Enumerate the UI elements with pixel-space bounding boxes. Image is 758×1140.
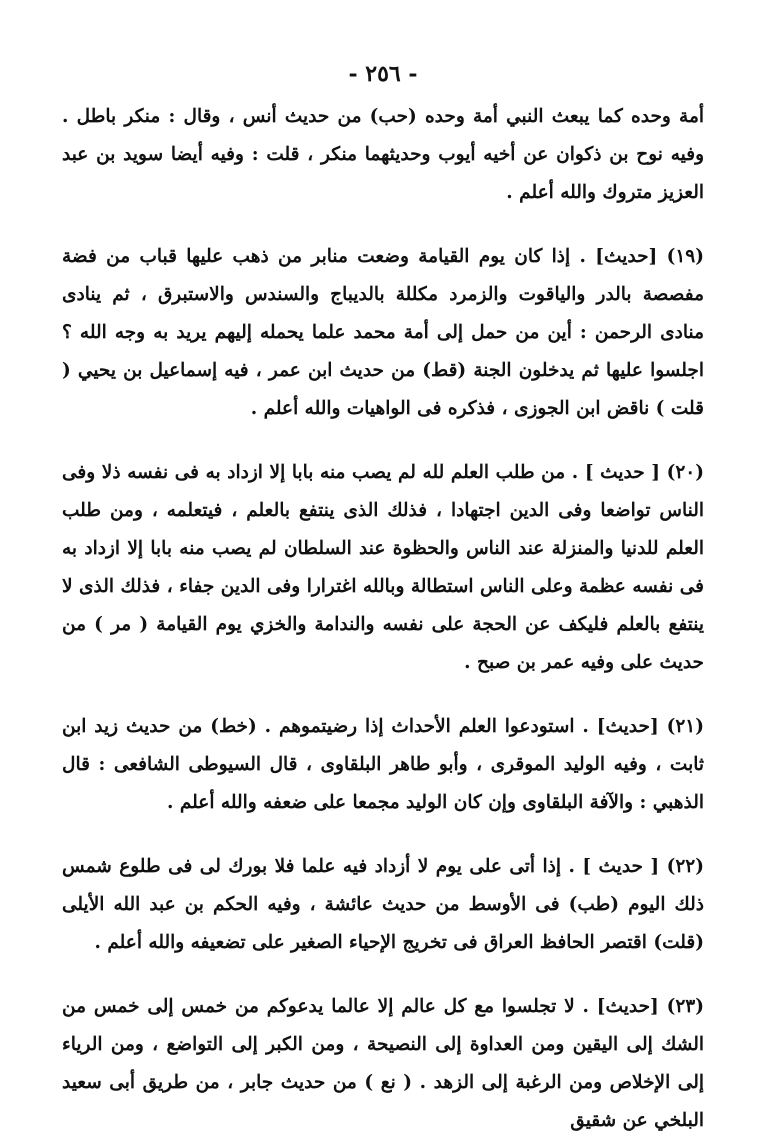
hadith-entry-21: (٢١) [حديث] . استودعوا العلم الأحداث إذا رضيتموهم . (خط) من حديث زيد ابن ثابت ، وفيه الوليد الموقرى ، وأبو طاهر البلقاوى ، قال السيوطى الشافعى : قال الذهبي : والآفة البلقاوى وإن كان الوليد مجمعا على ضعفه والله أعلم . xyxy=(62,716,704,813)
paragraph-intro: أمة وحده كما يبعث النبي أمة وحده (حب) من حديث أنس ، وقال : منكر باطل . وفيه نوح بن ذكوان عن أخيه أيوب وحديثهما منكر ، قلت : وفيه أيضا سويد بن عبد العزيز متروك والله أعلم . xyxy=(62,106,704,203)
hadith-entry-19: (١٩) [حديث] . إذا كان يوم القيامة وضعت منابر من ذهب عليها قباب من فضة مفصصة بالدر والياقوت والزمرد مكللة بالديباج والسندس والاستبرق ، ثم ينادى منادى الرحمن : أين من حمل إلى أمة محمد علما يحمله إليهم يريد به وجه الله ؟ اجلسوا عليها ثم يدخلون الجنة (قط) من حديث ابن عمر ، فيه إسماعيل بن يحيي ( قلت ) ناقض ابن الجوزى ، فذكره فى الواهيات والله أعلم . xyxy=(62,246,704,419)
page-number: - ٢٥٦ - xyxy=(348,61,418,87)
hadith-entry-23: (٢٣) [حديث] . لا تجلسوا مع كل عالم إلا عالما يدعوكم من خمس إلى خمس من الشك إلى اليقين ومن العداوة إلى النصيحة ، ومن الكبر إلى التواضع ، ومن الرياء إلى الإخلاص ومن الرغبة إلى الزهد . ( نع ) من حديث جابر ، من طريق أبى سعيد البلخي عن شقيق xyxy=(62,996,704,1131)
document-page xyxy=(62,56,704,1131)
hadith-entry-22: (٢٢) [ حديث ] . إذا أتى على يوم لا أزداد فيه علما فلا بورك لى فى طلوع شمس ذلك اليوم (طب) فى الأوسط من حديث عائشة ، وفيه الحكم بن عبد الله الأيلى (قلت) اقتصر الحافظ العراق فى تخريج الإحياء الصغير على تضعيفه والله أعلم . xyxy=(62,856,704,953)
hadith-entry-20: (٢٠) [ حديث ] . من طلب العلم لله لم يصب منه بابا إلا ازداد به فى نفسه ذلا وفى الناس تواضعا وفى الدين اجتهادا ، فذلك الذى ينتفع بالعلم ، فيتعلمه ، ومن طلب العلم للدنيا والمنزلة عند الناس والحظوة عند السلطان لم يصب منه بابا إلا ازداد به فى نفسه عظمة وعلى الناس استطالة وبالله اغترارا وفى الدين جفاء ، فذلك الذى لا ينتفع بالعلم فليكف عن الحجة على نفسه والندامة والخزي يوم القيامة ( مر ) من حديث على وفيه عمر بن صبح . xyxy=(62,462,704,673)
